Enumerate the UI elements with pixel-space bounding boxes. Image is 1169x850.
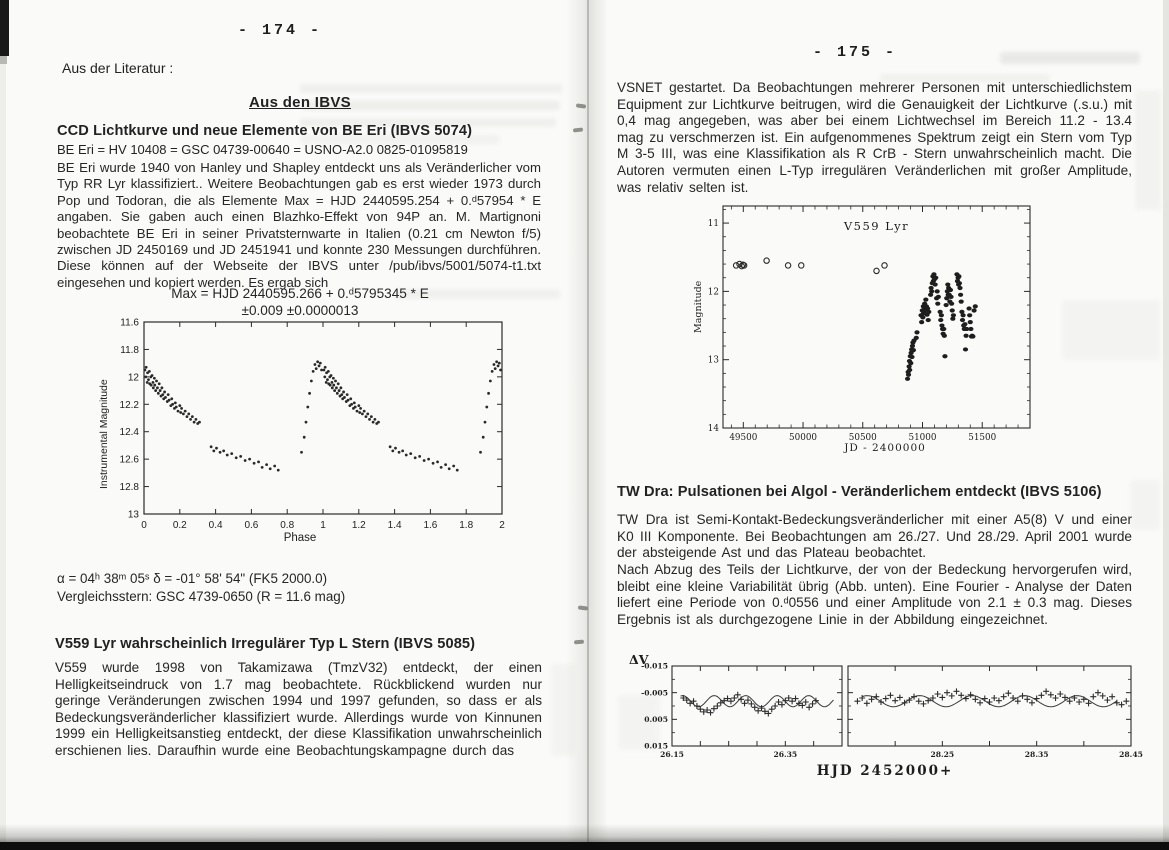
page-175	[585, 0, 1169, 850]
svg-text:1.4: 1.4	[387, 520, 402, 531]
tw-dra-body-p2: Nach Abzug des Teils der Lichtkurve, der von der Bedeckung hervorgerufen wird, bleibt eine kleine Variabilität übrig (Abb. unten). Eine Fourier - Analyse der Daten liefert eine Periode von 0.ᵈ0556 und einer Amplitude von 2.1 ± 0.3 mag. Dieses Ergebnis ist als durchgezogene Linie in der Abbildung eingezeichnet.	[617, 562, 1132, 627]
v559-continuation: VSNET gestartet. Da Beobachtungen mehrerer Personen mit unterschiedlichstem Equipment zur Lichtkurve beitrugen, wird die Genauigkeit der Lichtkurve (.s.u.) mit 0,4 mag angegeben, was aber bei einem Lichtwechsel im Bereich 11.2 - 13.4 mag zu verschmerzen ist. Ein aufgenommenes Spektrum zeigt ein Stern vom Typ M 3-5 III, was eine Klassifikation als R CrB - Stern unwahrscheinlich macht. Die Autoren vermuten einen L-Typ irregulären Veränderlichen mit großer Amplitude, was relativ selten ist.	[617, 80, 1132, 195]
svg-text:12.4: 12.4	[119, 427, 139, 439]
be-eri-chart-canvas	[86, 316, 506, 561]
be-eri-chart-ylabel: Instrumental Magnitude	[98, 379, 110, 489]
svg-text:12.8: 12.8	[119, 482, 139, 494]
page-number: - 175 -	[812, 44, 897, 61]
svg-text:14: 14	[707, 424, 719, 434]
svg-text:28.35: 28.35	[1024, 750, 1049, 759]
svg-text:0.005: 0.005	[644, 715, 668, 725]
be-eri-identifiers: BE Eri = HV 10408 = GSC 04739-00640 = USNO-A2.0 0825-01095819	[57, 142, 468, 157]
tw-dra-chart-canvas	[615, 658, 1143, 770]
svg-text:0: 0	[141, 520, 147, 531]
tw-dra-chart-ylabel: ΔV	[629, 652, 649, 667]
svg-text:0.2: 0.2	[172, 520, 187, 531]
be-eri-light-curve-chart	[86, 316, 506, 561]
svg-text:0.8: 0.8	[280, 520, 295, 531]
v559-chart-ylabel: Magnitude	[693, 280, 704, 334]
page-number: - 174 -	[237, 22, 322, 39]
v559-chart-canvas	[685, 198, 1037, 460]
svg-text:51500: 51500	[968, 433, 997, 443]
svg-text:28.45: 28.45	[1119, 750, 1143, 759]
svg-text:51000: 51000	[908, 433, 937, 443]
svg-text:0.6: 0.6	[244, 520, 259, 531]
article-title-be-eri: CCD Lichtkurve und neue Elemente von BE Eri (IBVS 5074)	[57, 123, 473, 139]
v559-body: V559 wurde 1998 von Takamizawa (TmzV32) entdeckt, der einen Helligkeitseindruck von 1.7 mag beobachtete. Rückblickend wurden nur geringe Veränderungen zwischen 1994 und 1997 gefunden, so dass er als Bedeckungsveränderlicher klassifiziert wurde. Allerdings wurde von Kinnunen 1999 ein Helligkeitsanstieg entdeckt, der diese Klassifikation unwahrscheinlich erschienen lies. Daraufhin wurde eine Beobachtungskampagne durch das	[55, 660, 542, 758]
svg-text:12: 12	[707, 287, 719, 298]
be-eri-chart-xlabel: Phase	[283, 532, 317, 544]
v559-light-curve-chart	[685, 198, 1037, 460]
tw-dra-body-p1: TW Dra ist Semi-Kontakt-Bedeckungsveränderlicher mit einer A5(8) V und einer K0 III Komponente. Bei Beobachtungen am 26./27. Und 28./29. April 2001 wurde der absteigende Ast und das Plateau beobachtet.	[617, 512, 1132, 561]
be-eri-comparison-star: Vergleichsstern: GSC 4739-0650 (R = 11.6 mag)	[57, 589, 346, 604]
svg-text:11.8: 11.8	[120, 344, 139, 356]
svg-text:49500: 49500	[729, 433, 758, 443]
svg-text:13: 13	[707, 355, 719, 366]
svg-text:13: 13	[127, 509, 139, 521]
svg-text:11: 11	[707, 219, 719, 230]
be-eri-elements-formula: Max = HJD 2440595.266 + 0.ᵈ5795345 * E	[171, 286, 429, 301]
section-heading-ibvs: Aus den IBVS	[249, 94, 351, 111]
article-title-v559: V559 Lyr wahrscheinlich Irregulärer Typ L Stern (IBVS 5085)	[55, 636, 476, 652]
be-eri-body: BE Eri wurde 1940 von Hanley und Shapley entdeckt uns als Veränderlicher vom Typ RR Lyr klassifiziert.. Weitere Beobachtungen gab es erst wieder 1973 durch Pop und Todoran, die als Elemente Max = HJD 2440595.254 + 0.ᵈ57954 * E angaben. Sie gaben auch einen Blazhko-Effekt von 94P an. M. Martignoni beobachtete BE Eri in seiner Privatsternwarte in Italien (0.21 cm Newton f/5) zwischen JD 2450169 und JD 2451941 und konnte 230 Messungen durchführen. Diese können auf der Webseite der IBVS unter /pub/ibvs/5001/5074-t1.txt eingesehen und kopiert werden. Es ergab sich	[57, 160, 541, 290]
svg-text:2: 2	[499, 520, 505, 531]
svg-text:26.35: 26.35	[773, 750, 798, 759]
svg-text:28.25: 28.25	[930, 750, 955, 759]
svg-text:1: 1	[320, 520, 326, 531]
svg-text:12.2: 12.2	[119, 399, 139, 411]
article-title-tw-dra: TW Dra: Pulsationen bei Algol - Veränderlichem entdeckt (IBVS 5106)	[617, 484, 1102, 500]
tw-dra-chart-xlabel: HJD 2452000+	[816, 763, 954, 779]
svg-text:-0.015: -0.015	[641, 661, 668, 671]
svg-text:-0.005: -0.005	[641, 688, 668, 698]
tw-dra-residuals-chart	[615, 658, 1143, 778]
svg-text:1.6: 1.6	[423, 520, 438, 531]
svg-text:1.8: 1.8	[459, 520, 474, 531]
svg-text:0.015: 0.015	[644, 741, 668, 751]
svg-text:11.6: 11.6	[120, 317, 139, 329]
svg-text:12.6: 12.6	[119, 454, 139, 466]
svg-text:12: 12	[127, 372, 139, 384]
svg-text:V559 Lyr: V559 Lyr	[843, 219, 910, 233]
svg-text:50500: 50500	[848, 433, 877, 443]
svg-text:0.4: 0.4	[208, 520, 223, 531]
svg-text:26.15: 26.15	[660, 750, 684, 759]
literature-intro: Aus der Literatur :	[62, 60, 174, 76]
be-eri-coordinates: α = 04ʰ 38ᵐ 05ˢ δ = -01° 58' 54" (FK5 2000.0)	[57, 571, 328, 586]
svg-text:50000: 50000	[789, 433, 818, 443]
svg-text:1.2: 1.2	[351, 520, 366, 531]
v559-chart-xlabel: JD - 2400000	[844, 442, 926, 454]
be-eri-formula-errors: ±0.009 ±0.0000013	[241, 303, 359, 318]
